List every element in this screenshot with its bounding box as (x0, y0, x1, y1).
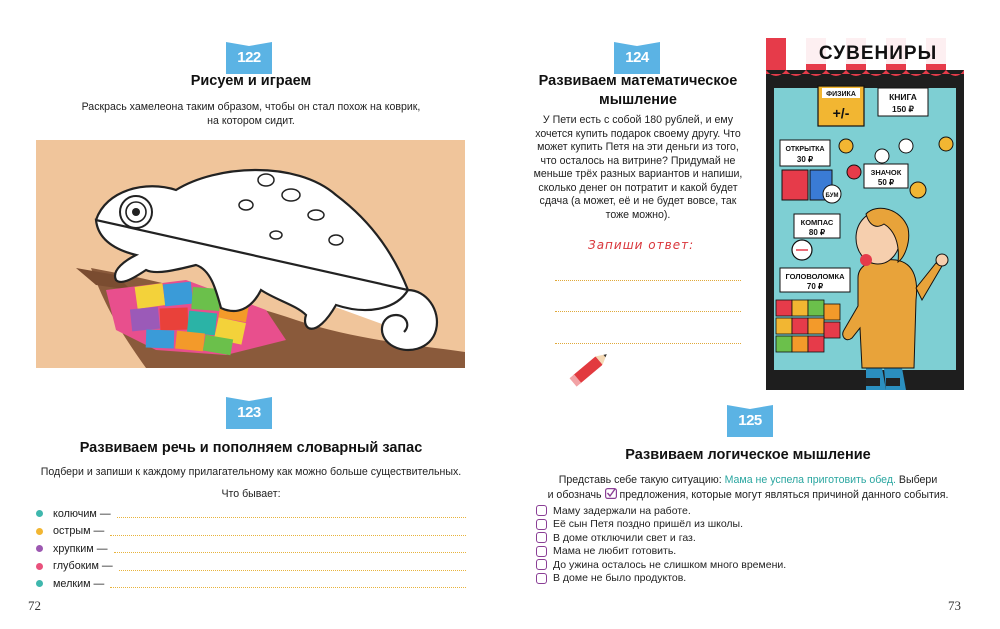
bullet-dot (36, 528, 43, 535)
answer-line[interactable] (119, 562, 466, 571)
text-line: Раскрась хамелеона таким образом, чтобы он стал похож на коврик, (81, 101, 421, 113)
answer-line[interactable] (555, 310, 741, 312)
intro-prefix: Представь себе такую ситуацию: (558, 474, 722, 486)
text-line: У Пети есть с собой 180 рублей, и ему (542, 114, 734, 126)
item-price: 30 ₽ (796, 155, 814, 164)
badge-text: БУМ (825, 193, 839, 199)
option-row[interactable] (536, 518, 826, 532)
page-number-right: 73 (948, 598, 961, 613)
subheading: Что бывает: (221, 488, 281, 500)
word-row (36, 575, 466, 593)
word-label: острым — (53, 525, 105, 538)
text-line: на котором сидит. (207, 114, 295, 127)
situation-highlight: Мама не успела приготовить обед. (724, 474, 896, 486)
item-price: 150 ₽ (892, 104, 914, 114)
text-line: что осталось на витрине? Придумай не (540, 154, 736, 167)
title-line: Развиваем математическое (538, 73, 738, 89)
task-title: Рисуем и играем (190, 73, 312, 89)
svg-text:+/-: +/- (832, 105, 850, 121)
task-intro (530, 474, 966, 502)
title-line: мышление (598, 92, 677, 108)
word-list (36, 505, 466, 593)
checkbox[interactable] (536, 519, 547, 530)
pencil-icon (566, 348, 616, 388)
word-label: глубоким — (53, 560, 113, 573)
chameleon-illustration (36, 140, 465, 368)
item-label: ГОЛОВОЛОМКА (785, 272, 845, 281)
checkmark-icon (605, 488, 617, 499)
task-text (530, 114, 746, 222)
bullet-dot (36, 563, 43, 570)
word-label: мелким — (53, 577, 105, 590)
intro-suffix: Выбери (898, 474, 938, 486)
item-label: КОМПАС (800, 218, 834, 227)
option-row[interactable] (536, 572, 826, 586)
word-row (36, 558, 466, 576)
bullet-dot (36, 510, 43, 517)
task-number: 122 (237, 49, 261, 66)
page-number-left: 72 (28, 598, 41, 613)
answer-label: Запиши ответ: (588, 238, 695, 252)
option-row[interactable] (536, 504, 826, 518)
text-line: хочется купить подарок своему другу. Что (535, 127, 741, 140)
task-badge-123 (226, 395, 272, 429)
shop-sign: СУВЕНИРЫ (818, 43, 938, 64)
word-row (36, 505, 466, 523)
text-line: тоже можно). (605, 208, 671, 221)
intro-line2-suffix: предложения, которые могут являться причиной данного события. (619, 488, 949, 501)
task-number: 123 (237, 404, 261, 421)
bullet-dot (36, 545, 43, 552)
option-row[interactable] (536, 558, 826, 572)
task-badge-122 (226, 40, 272, 74)
answer-line[interactable] (555, 342, 741, 344)
task-title: Развиваем логическое мышление (625, 447, 871, 463)
checkbox[interactable] (536, 559, 547, 570)
option-label: Маму задержали на работе. (553, 504, 691, 517)
word-label: колючим — (53, 507, 111, 520)
task-badge-125 (727, 403, 773, 437)
intro-line (530, 474, 966, 488)
task-number: 124 (625, 49, 649, 66)
answer-line[interactable] (114, 544, 466, 553)
options-list (536, 504, 826, 585)
bullet-dot (36, 580, 43, 587)
item-label: КНИГА (889, 92, 917, 102)
item-label: ОТКРЫТКА (785, 146, 825, 153)
word-row (36, 523, 466, 541)
intro-line2-prefix: и обозначь (547, 488, 602, 501)
task-title (530, 72, 746, 110)
text-line: сдача (а может, её и не будет вовсе, так (539, 195, 737, 207)
checkbox[interactable] (536, 546, 547, 557)
option-label: Мама не любит готовить. (553, 545, 677, 558)
item-price: 70 ₽ (806, 282, 824, 291)
answer-line[interactable] (117, 509, 466, 518)
word-row (36, 540, 466, 558)
option-row[interactable] (536, 545, 826, 559)
option-label: До ужина осталось не слишком много времени. (553, 558, 787, 571)
souvenir-shop-illustration (766, 38, 964, 390)
checkbox[interactable] (536, 532, 547, 543)
task-badge-124 (614, 40, 660, 74)
text-line: меньше трёх разных вариантов и напиши, (533, 168, 743, 180)
task-number: 125 (738, 412, 762, 429)
task-text (36, 101, 466, 128)
item-label: ФИЗИКА (826, 91, 856, 98)
option-row[interactable] (536, 531, 826, 545)
option-label: В доме не было продуктов. (553, 572, 687, 585)
answer-line[interactable] (555, 279, 741, 281)
option-label: Её сын Петя поздно пришёл из школы. (553, 518, 744, 531)
task-title: Развиваем речь и пополняем словарный запас (79, 440, 423, 456)
word-label: хрупким — (53, 542, 108, 555)
item-price: 50 ₽ (877, 178, 895, 187)
checkbox[interactable] (536, 505, 547, 516)
task-text: Подбери и запиши к каждому прилагательному как можно больше существительных. (40, 466, 462, 478)
text-line: сколько денег он потратит и какой будет (538, 181, 738, 194)
option-label: В доме отключили свет и газ. (553, 531, 696, 544)
answer-line[interactable] (110, 527, 466, 536)
checkbox[interactable] (536, 573, 547, 584)
intro-line (530, 488, 966, 503)
text-line: может купить Петя на эти деньги из того, (537, 141, 739, 153)
item-price: 80 ₽ (808, 228, 826, 237)
item-label: ЗНАЧОК (870, 168, 902, 177)
answer-line[interactable] (110, 579, 466, 588)
